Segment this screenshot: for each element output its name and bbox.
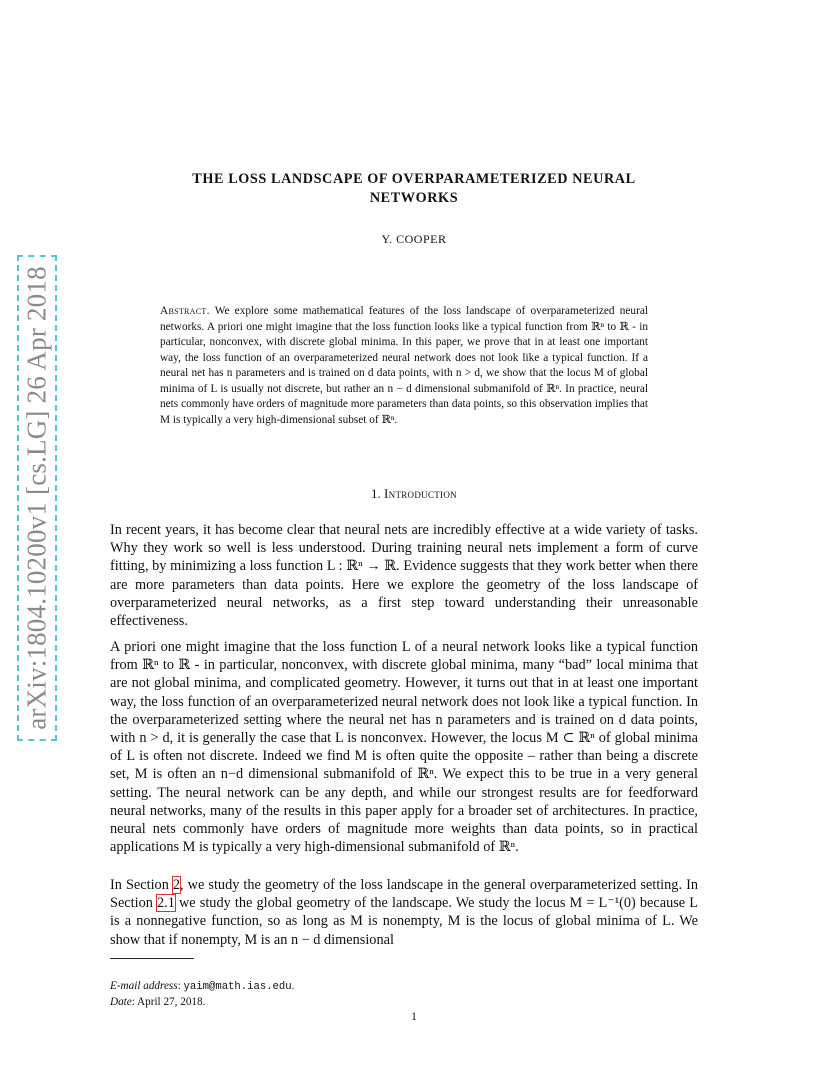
abstract-text: We explore some mathematical features of the loss landscape of overparameterized neural networks. A priori one might imagine that the loss function looks like a typical function from ℝⁿ to ℝ - in particular, nonconvex, with discrete global minima. In this paper, we prove that in at least one important way, the loss function of an overparameterized neural network does not look like a typical function. If a neural net has n parameters and is trained on d data points, with n > d, we show that the locus M of global minima of L is usually not discrete, but rather an n − d dimensional submanifold of ℝⁿ. In practice, neural nets commonly have orders of magnitude more parameters than data points, so this observation implies that M is typically a very high-dimensional subset of ℝⁿ.: [160, 305, 648, 426]
section-heading: [110, 486, 718, 502]
date-value: April 27, 2018.: [137, 996, 206, 1008]
arxiv-stamp-text: arXiv:1804.10200v1 [cs.LG] 26 Apr 2018: [21, 266, 52, 730]
footnote-email: E-mail address: yaim@math.ias.edu.: [110, 980, 295, 993]
date-label: Date: [110, 996, 132, 1008]
paragraph-3-text-b: , we study the geometry of the loss landscape in the general overparameterized setting. In Section: [110, 877, 698, 912]
section-number: 1.: [371, 486, 381, 501]
abstract: [160, 304, 648, 428]
paragraph-3-text-c: we study the global geometry of the landscape. We study the locus M = L⁻¹(0) because L is a nonnegative function, so as long as M is nonempty, M is the locus of global minima of L. We show that if nonempty, M is an n − d dimensional: [110, 895, 698, 948]
paper-title-line-1: THE LOSS LANDSCAPE OF OVERPARAMETERIZED NEURAL: [192, 171, 636, 187]
page-number: 1: [411, 1011, 417, 1023]
section-2-link[interactable]: 2: [172, 877, 181, 893]
paper-title-line-2: NETWORKS: [369, 190, 459, 206]
section-title: Introduction: [384, 486, 457, 501]
paragraph-1: In recent years, it has become clear that neural nets are incredibly effective at a wide variety of tasks. Why they work so well is less understood. During training neural nets implement a form of curve fitting, by minimizing a loss function L : ℝⁿ → ℝ. Evidence suggests that they work better when there are more parameters than data points. Here we explore the geometry of the loss landscape of overparameterized neural networks, as a first step toward understanding their unreasonable effectiveness.: [110, 522, 698, 630]
email-label: E-mail address: [110, 980, 178, 992]
abstract-label: Abstract.: [160, 305, 210, 317]
email-address: yaim@math.ias.edu: [183, 981, 292, 993]
paragraph-3: [110, 876, 698, 949]
footnote-divider: [110, 958, 194, 959]
footnote-date: Date: April 27, 2018.: [110, 996, 206, 1008]
paragraph-3-text-a: In Section: [110, 877, 173, 893]
arxiv-stamp: [17, 255, 57, 741]
paragraph-2: A priori one might imagine that the loss function L of a neural network looks like a typical function from ℝⁿ to ℝ - in particular, nonconvex, with discrete global minima, many “bad” local minima that are not global minima, and complicated geometry. However, it turns out that in at least one important way, the loss function of an overparameterized neural network does not look like a typical function. In the overparameterized setting where the neural net has n parameters and is trained on d data points, with n > d, it is generally the case that L is nonconvex. However, the locus M ⊂ ℝⁿ of global minima of L is often not discrete. Indeed we find M is often quite the opposite – rather than being a discrete set, M is often an n−d dimensional submanifold of ℝⁿ. We expect this to be true in a very general setting. The neural network can be any depth, and while our strongest results are for feedforward neural networks, many of the results in this paper apply for a broader set of architectures. In practice, neural nets commonly have orders of magnitude more weights than data points, so in practical applications M is typically a very high-dimensional submanifold of ℝⁿ.: [110, 639, 698, 856]
author-name: Y. COOPER: [381, 232, 447, 246]
section-2-1-link[interactable]: 2.1: [157, 895, 175, 912]
paper-title: [110, 170, 718, 208]
